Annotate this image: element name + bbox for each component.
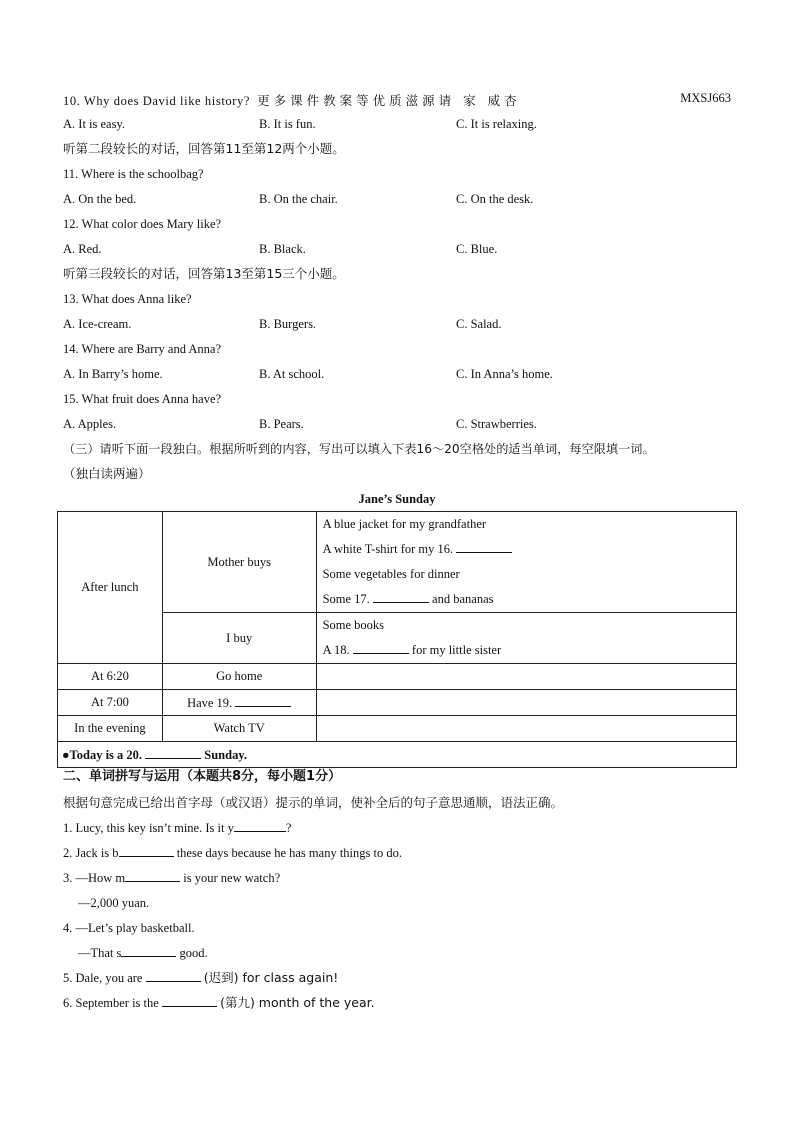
sentence-1-post: ?	[285, 821, 292, 835]
sentence-6-text: 6. September is the	[63, 996, 159, 1010]
q11-option-a: A. On the bed.	[63, 192, 137, 206]
table-row	[58, 664, 737, 690]
have-text: Have 19.	[187, 695, 233, 710]
q13-option-b: B. Burgers.	[259, 317, 317, 331]
q13-option-a: A. Ice-cream.	[63, 317, 132, 331]
dialog2-instruction: 听第二段较长的对话，回答第11至第12两个小题。	[63, 141, 345, 156]
sentence-1	[63, 820, 291, 836]
blank-s4[interactable]	[121, 945, 176, 957]
q12-option-c: C. Blue.	[456, 242, 498, 256]
q12-option-b: B. Black.	[259, 242, 306, 256]
table-row	[58, 742, 737, 768]
i-item-1: Some books	[322, 618, 385, 632]
q15-option-a: A. Apples.	[63, 417, 117, 431]
sentence-1-text: 1. Lucy, this key isn’t mine. Is it y	[63, 821, 234, 835]
table-row	[58, 716, 737, 742]
q14-option-c: C. In Anna’s home.	[456, 367, 553, 381]
after-lunch-cell: After lunch	[58, 512, 163, 664]
q11-option-c: C. On the desk.	[456, 192, 534, 206]
q14-option-a: A. In Barry’s home.	[63, 367, 163, 381]
q10-option-b: B. It is fun.	[259, 117, 316, 131]
mother-item-4-post: and bananas	[432, 592, 494, 606]
question-10-text: 10. Why does David like history?	[63, 94, 250, 108]
part3-instruction-note: （独白读两遍）	[63, 466, 151, 481]
blank-17[interactable]	[373, 591, 429, 603]
document-code: MXSJ663	[680, 91, 731, 105]
part3-instruction: （三）请听下面一段独白。根据所听到的内容，写出可以填入下表16～20空格处的适当单词，每空限填一词。	[63, 442, 655, 456]
sentence-3-reply: —2,000 yuan.	[78, 896, 150, 910]
watermark-text: 更多课件教案等优质滋源请 家 威杏	[257, 93, 521, 108]
section2-heading: 二、单词拼写与运用（本题共8分，每小题1分）	[63, 769, 342, 784]
sentence-3	[63, 870, 280, 886]
q10-option-a: A. It is easy.	[63, 117, 126, 131]
q12-option-a: A. Red.	[63, 242, 102, 256]
question-14: 14. Where are Barry and Anna?	[63, 342, 222, 356]
today-footer-text: ●Today is a 20.	[62, 747, 143, 762]
sentence-5	[63, 970, 338, 986]
sentence-4: 4. —Let’s play basketball.	[63, 921, 195, 935]
sentence-5-post: (迟到) for class again!	[203, 970, 339, 985]
blank-19[interactable]	[235, 695, 291, 707]
mother-item-4	[323, 587, 736, 612]
i-item-2-post: for my little sister	[411, 643, 502, 657]
q10-option-c: C. It is relaxing.	[456, 117, 537, 131]
have-cell	[162, 690, 316, 716]
sentence-3-post: is your new watch?	[183, 871, 281, 885]
i-item-2	[323, 638, 736, 663]
dialog3-instruction: 听第三段较长的对话，回答第13至第15三个小题。	[63, 266, 345, 281]
mother-items-cell	[316, 512, 736, 613]
question-13: 13. What does Anna like?	[63, 292, 192, 306]
empty-cell	[316, 690, 736, 716]
sentence-2	[63, 845, 402, 861]
i-item-2-text: A 18.	[322, 643, 350, 657]
q14-option-b: B. At school.	[259, 367, 325, 381]
sentence-4-reply-text: —That s	[78, 946, 122, 960]
question-15: 15. What fruit does Anna have?	[63, 392, 222, 406]
time-620-cell: At 6:20	[58, 664, 163, 690]
i-items-cell	[316, 613, 736, 664]
table-row	[58, 512, 737, 613]
mother-item-4-text: Some 17.	[322, 592, 370, 606]
blank-s3[interactable]	[125, 870, 180, 882]
blank-s1[interactable]	[234, 820, 286, 832]
blank-16[interactable]	[456, 541, 512, 553]
question-12: 12. What color does Mary like?	[63, 217, 222, 231]
mother-item-3: Some vegetables for dinner	[322, 567, 460, 581]
q13-option-c: C. Salad.	[456, 317, 502, 331]
question-11: 11. Where is the schoolbag?	[63, 167, 204, 181]
sentence-2-post: these days because he has many things to do.	[176, 846, 402, 860]
mother-item-2-text: A white T-shirt for my 16.	[322, 542, 454, 556]
table-title: Jane’s Sunday	[358, 492, 436, 506]
section2-instruction: 根据句意完成已给出首字母（或汉语）提示的单词，使补全后的句子意思通顺，语法正确。	[63, 795, 564, 810]
question-10	[63, 91, 731, 107]
janes-sunday-table	[57, 511, 737, 768]
sentence-2-text: 2. Jack is b	[63, 846, 119, 860]
sentence-5-text: 5. Dale, you are	[63, 971, 143, 985]
blank-s6[interactable]	[162, 995, 217, 1007]
blank-18[interactable]	[353, 642, 409, 654]
today-footer-post: Sunday.	[204, 747, 248, 762]
i-buy-cell: I buy	[162, 613, 316, 664]
empty-cell	[316, 716, 736, 742]
sentence-6	[63, 995, 375, 1011]
blank-s2[interactable]	[119, 845, 174, 857]
go-home-cell: Go home	[162, 664, 316, 690]
mother-item-1: A blue jacket for my grandfather	[322, 517, 487, 531]
mother-buys-cell: Mother buys	[162, 512, 316, 613]
today-footer-cell	[58, 742, 737, 768]
watch-tv-cell: Watch TV	[162, 716, 316, 742]
empty-cell	[316, 664, 736, 690]
q15-option-c: C. Strawberries.	[456, 417, 537, 431]
blank-20[interactable]	[145, 747, 201, 759]
time-700-cell: At 7:00	[58, 690, 163, 716]
sentence-6-post: (第九) month of the year.	[220, 995, 375, 1010]
q15-option-b: B. Pears.	[259, 417, 304, 431]
blank-s5[interactable]	[146, 970, 201, 982]
sentence-4-reply	[78, 945, 208, 961]
mother-item-2	[323, 537, 736, 562]
q11-option-b: B. On the chair.	[259, 192, 338, 206]
sentence-4-reply-post: good.	[179, 946, 208, 960]
table-row	[58, 690, 737, 716]
sentence-3-text: 3. —How m	[63, 871, 126, 885]
evening-cell: In the evening	[58, 716, 163, 742]
